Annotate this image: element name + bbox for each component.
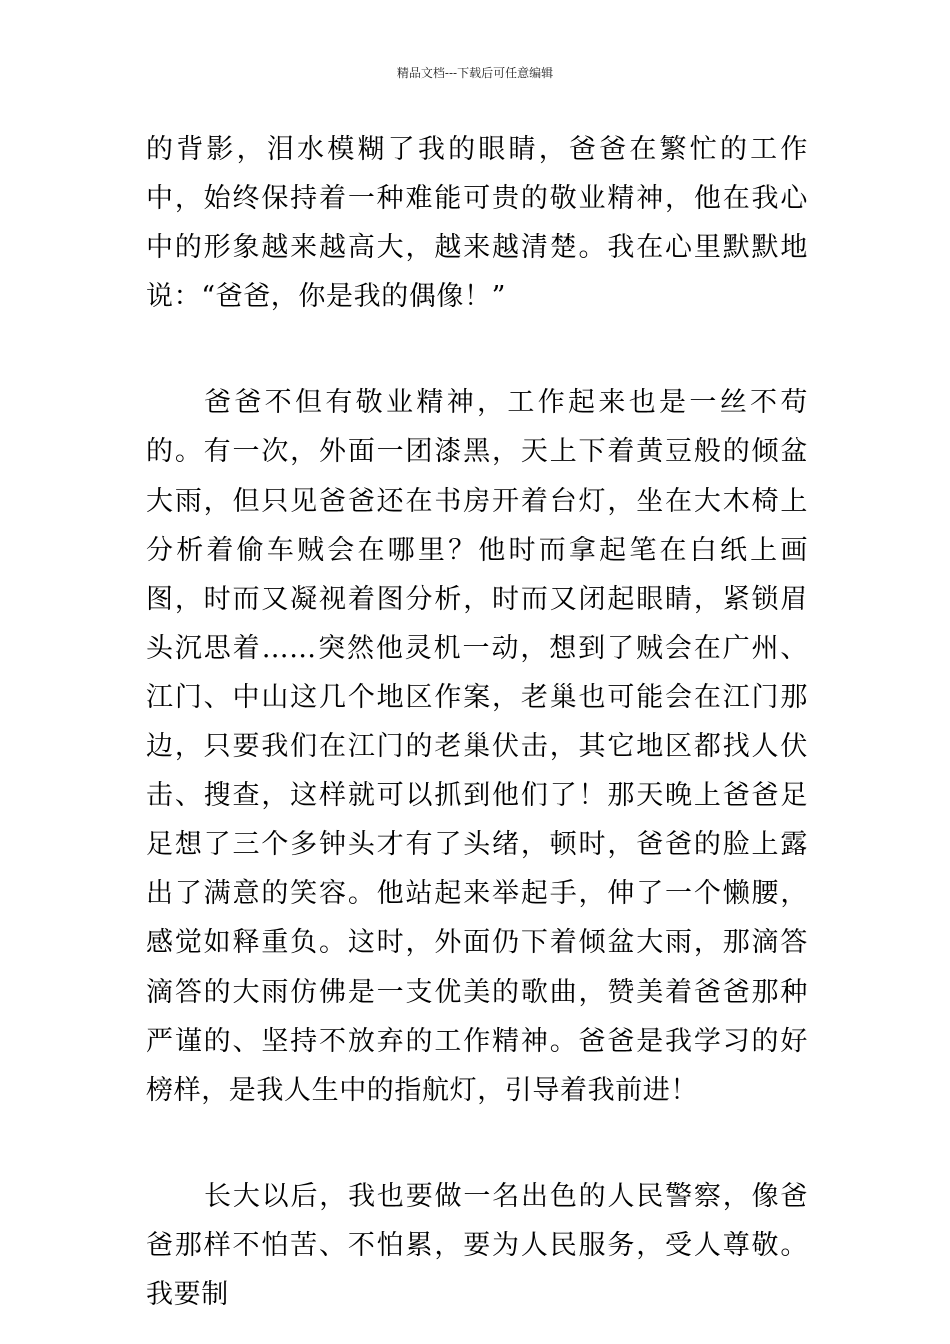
paragraph-gap	[146, 1115, 808, 1172]
paragraph-father-diligence: 爸爸不但有敬业精神，工作起来也是一丝不苟的。有一次，外面一团漆黑，天上下着黄豆般的倾盆大雨，但只见爸爸还在书房开着台灯，坐在大木椅上分析着偷车贼会在哪里？他时而拿起笔在白纸上画图，时而又凝视着图分析，时而又闭起眼睛，紧锁眉头沉思着……突然他灵机一动，想到了贼会在广州、江门、中山这几个地区作案，老巢也可能会在江门那边，只要我们在江门的老巢伏击，其它地区都找人伏击、搜查，这样就可以抓到他们了！那天晚上爸爸足足想了三个多钟头才有了头绪，顿时，爸爸的脸上露出了满意的笑容。他站起来举起手，伸了一个懒腰，感觉如释重负。这时，外面仍下着倾盆大雨，那滴答滴答的大雨仿佛是一支优美的歌曲，赞美着爸爸那种严谨的、坚持不放弃的工作精神。爸爸是我学习的好榜样，是我人生中的指航灯，引导着我前进！	[146, 387, 808, 1106]
paragraph-continuation: 的背影，泪水模糊了我的眼睛，爸爸在繁忙的工作中，始终保持着一种难能可贵的敬业精神，他在我心中的形象越来越高大，越来越清楚。我在心里默默地说：“爸爸，你是我的偶像！”	[146, 134, 808, 313]
page-header: 精品文档---下载后可任意编辑	[396, 66, 554, 80]
paragraph-gap	[146, 321, 808, 378]
document-body	[146, 125, 808, 1319]
paragraph-future-police: 长大以后，我也要做一名出色的人民警察，像爸爸那样不怕苦、不怕累，要为人民服务，受人尊敬。我要制	[146, 1180, 808, 1310]
